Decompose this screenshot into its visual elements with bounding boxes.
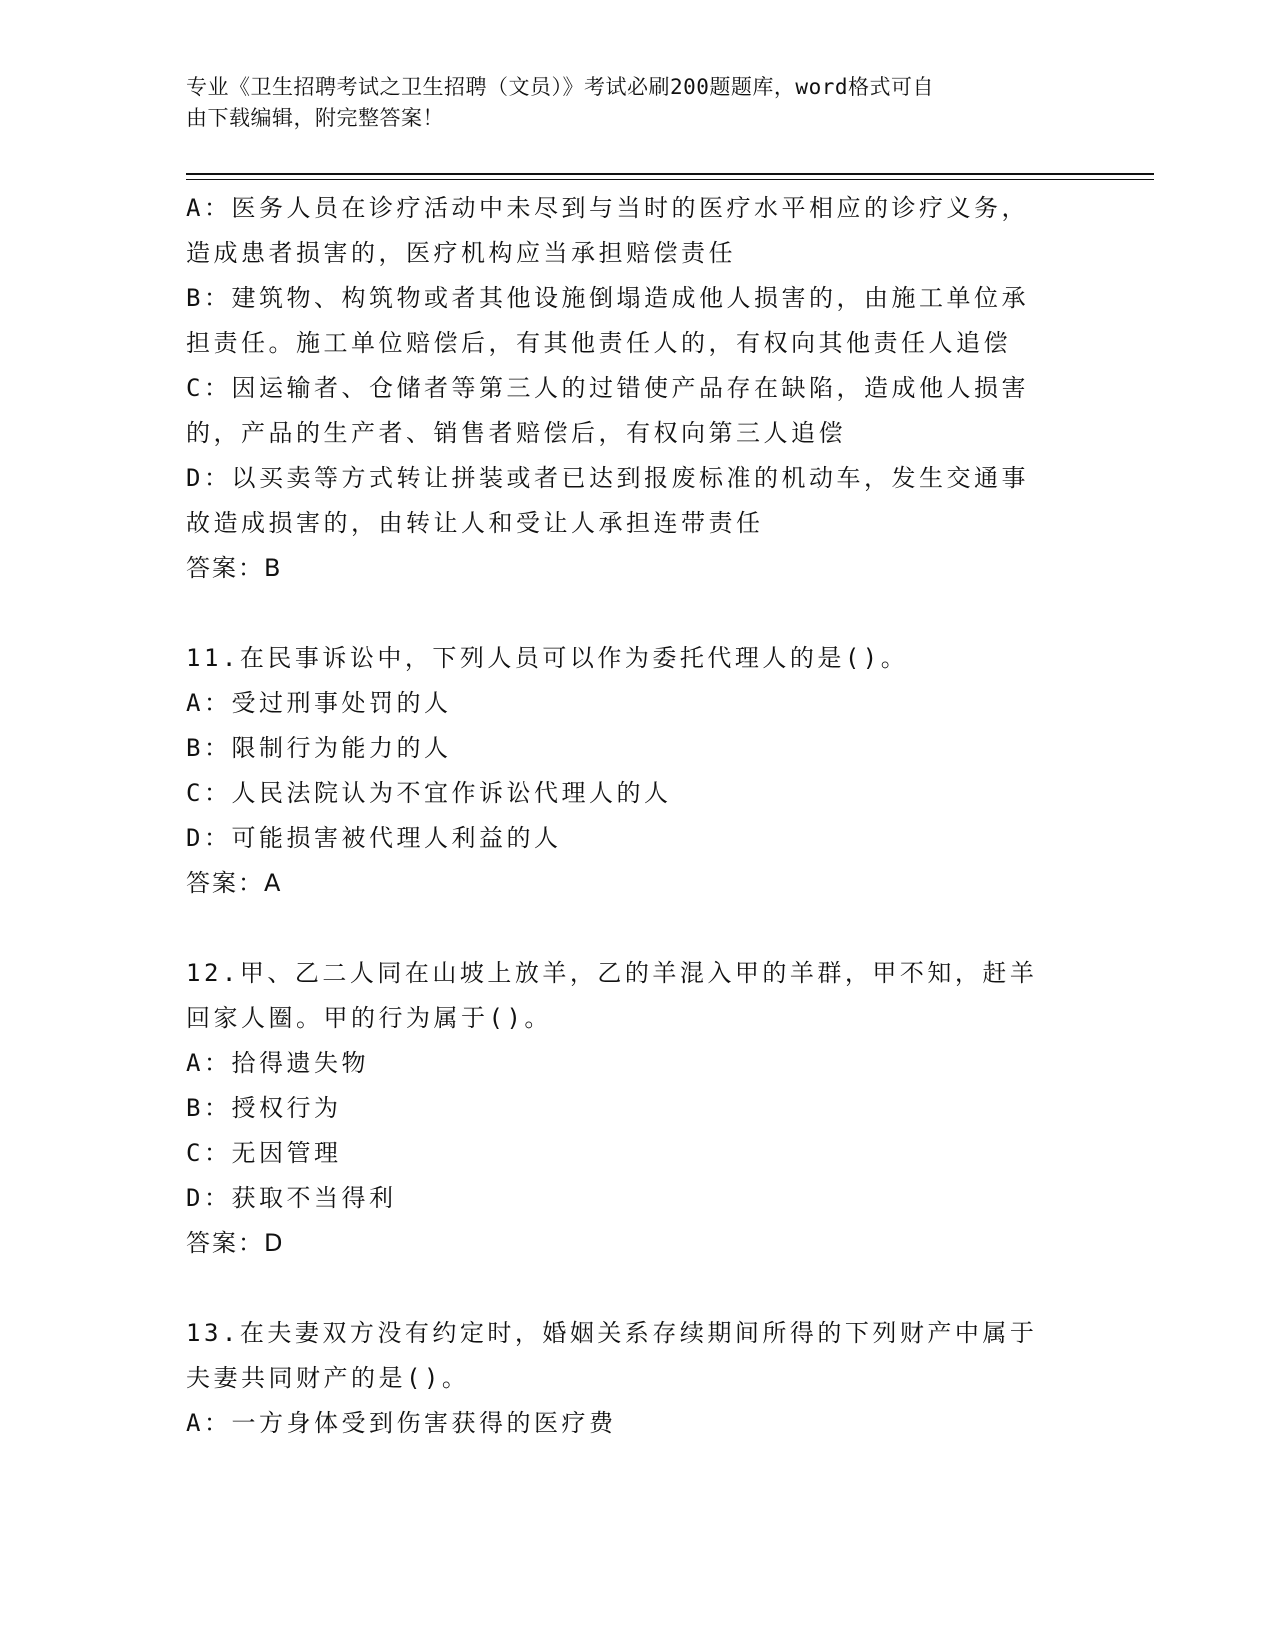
question-11: [186, 636, 1086, 906]
option-c-line-1: C：因运输者、仓储者等第三人的过错使产品存在缺陷，造成他人损害: [186, 374, 1029, 402]
option-b: B：限制行为能力的人: [186, 734, 452, 762]
option-c: C：无因管理: [186, 1139, 342, 1167]
document-header: [186, 72, 1066, 134]
option-a: A：一方身体受到伤害获得的医疗费: [186, 1409, 617, 1437]
answer-10: 答案：B: [186, 554, 283, 582]
header-line-2: 由下载编辑，附完整答案！: [186, 106, 444, 130]
question-13-text-line-2: 夫妻共同财产的是()。: [186, 1364, 470, 1392]
option-d-line-2: 故造成损害的，由转让人和受让人承担连带责任: [186, 509, 764, 537]
question-13-text-line-1: 13.在夫妻双方没有约定时，婚姻关系存续期间所得的下列财产中属于: [186, 1319, 1038, 1347]
question-12: [186, 951, 1086, 1266]
option-d: D：可能损害被代理人利益的人: [186, 824, 562, 852]
spacer: [186, 591, 1086, 636]
answer-11: 答案：A: [186, 869, 283, 897]
spacer: [186, 906, 1086, 951]
option-b-line-2: 担责任。施工单位赔偿后，有其他责任人的，有权向其他责任人追偿: [186, 329, 1011, 357]
header-line-1: 专业《卫生招聘考试之卫生招聘（文员）》考试必刷200题题库，word格式可自: [186, 75, 934, 99]
question-12-text-line-2: 回家人圈。甲的行为属于()。: [186, 1004, 552, 1032]
document-body: [186, 186, 1086, 1446]
option-a: A：拾得遗失物: [186, 1049, 369, 1077]
option-a-line-2: 造成患者损害的，医疗机构应当承担赔偿责任: [186, 239, 736, 267]
option-c: C：人民法院认为不宜作诉讼代理人的人: [186, 779, 672, 807]
header-rule-thick: [186, 173, 1154, 175]
question-11-text: 11.在民事诉讼中，下列人员可以作为委托代理人的是()。: [186, 644, 909, 672]
option-a: A：受过刑事处罚的人: [186, 689, 452, 717]
option-d: D：获取不当得利: [186, 1184, 397, 1212]
option-b: B：授权行为: [186, 1094, 342, 1122]
option-c-line-2: 的，产品的生产者、销售者赔偿后，有权向第三人追偿: [186, 419, 846, 447]
option-b-line-1: B：建筑物、构筑物或者其他设施倒塌造成他人损害的，由施工单位承: [186, 284, 1029, 312]
question-13: [186, 1311, 1086, 1446]
option-a-line-1: A：医务人员在诊疗活动中未尽到与当时的医疗水平相应的诊疗义务，: [186, 194, 1029, 222]
option-d-line-1: D：以买卖等方式转让拼装或者已达到报废标准的机动车，发生交通事: [186, 464, 1029, 492]
header-rule-thin: [186, 179, 1154, 180]
question-12-text-line-1: 12.甲、乙二人同在山坡上放羊，乙的羊混入甲的羊群，甲不知，赶羊: [186, 959, 1038, 987]
answer-12: 答案：D: [186, 1229, 285, 1257]
spacer: [186, 1266, 1086, 1311]
question-10-options: [186, 186, 1086, 591]
